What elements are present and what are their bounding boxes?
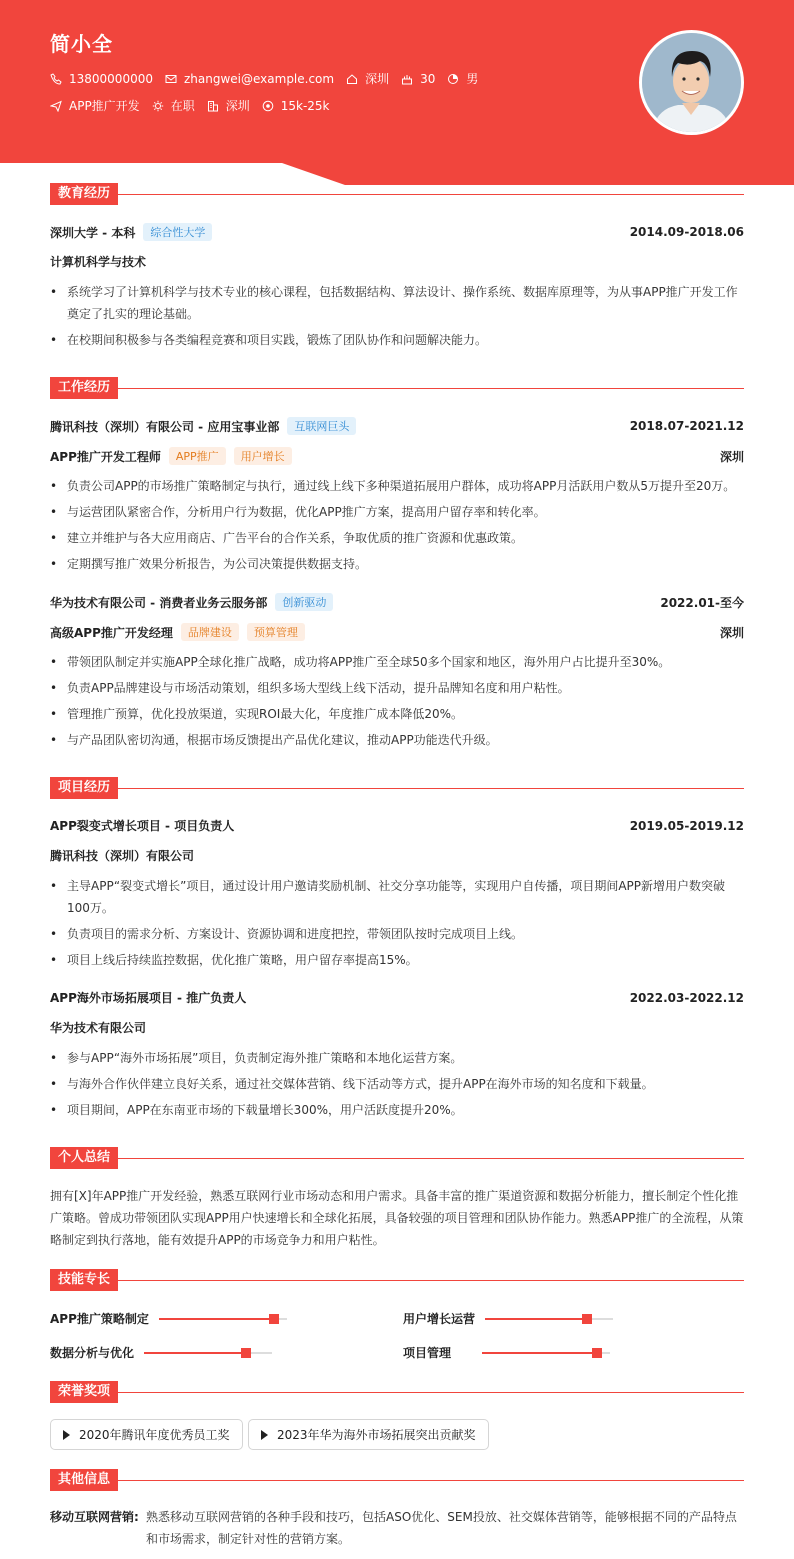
gender-icon <box>447 73 459 85</box>
job-target-item <box>50 97 140 114</box>
list-item: • 与海外合作伙伴建立良好关系，通过社交媒体营销、线下活动等方式，提升APP在海外市场的知名度和下载量。 <box>50 1073 744 1095</box>
avatar-photo <box>642 33 741 132</box>
status-item <box>152 97 195 114</box>
job-target-text: APP推广开发 <box>69 99 140 113</box>
list-item: • 主导APP“裂变式增长”项目，通过设计用户邀请奖励机制、社交分享功能等，实现用户自传播，项目期间APP新增用户数突破100万。 <box>50 875 744 919</box>
salary-text: 15k-25k <box>280 98 330 113</box>
company-name: 腾讯科技（深圳）有限公司 - 应用宝事业部 <box>50 419 280 434</box>
company-badge: 创新驱动 <box>275 593 333 611</box>
job-intent-row <box>50 97 342 114</box>
list-item: • 系统学习了计算机科学与技术专业的核心课程，包括数据结构、算法设计、操作系统、数据库原理等，为从事APP推广开发工作奠定了扎实的理论基础。 <box>50 281 744 325</box>
section-projects <box>50 777 744 799</box>
skill-name: APP推广策略制定 <box>50 1312 149 1326</box>
other-info-label: 移动互联网营销: <box>50 1510 139 1524</box>
building-icon <box>207 100 219 112</box>
gender-text: 男 <box>466 72 479 86</box>
section-divider <box>118 788 744 789</box>
list-item: • 建立并维护与各大应用商店、广告平台的合作关系，争取优质的推广资源和优惠政策。 <box>50 527 744 549</box>
section-title-awards: 荣誉奖项 <box>50 1381 118 1403</box>
skill-level-knob <box>269 1314 279 1324</box>
section-skills <box>50 1269 744 1291</box>
role-tag: 预算管理 <box>247 623 305 641</box>
section-title-education: 教育经历 <box>50 183 118 205</box>
section-other <box>50 1469 744 1491</box>
skill-item <box>403 1344 610 1361</box>
section-divider <box>118 1392 744 1393</box>
company-name: 华为技术有限公司 - 消费者业务云服务部 <box>50 595 268 610</box>
skill-level-bar <box>159 1318 287 1320</box>
list-item: • 负责项目的需求分析、方案设计、资源协调和进度把控，带领团队按时完成项目上线。 <box>50 923 744 945</box>
summary-text: 拥有[X]年APP推广开发经验，熟悉互联网行业市场动态和用户需求。具备丰富的推广渠道资源和数据分析能力，擅长制定个性化推广策略。曾成功带领团队实现APP用户快速增长和全球化拓展，具备较强的项目管理和团队协作能力。熟悉APP推广的全流程，从策略制定到执行落地，能有效提升APP的市场竞争力和用户粘性。 <box>50 1189 744 1247</box>
skill-item <box>50 1344 272 1361</box>
role-tag: 品牌建设 <box>181 623 239 641</box>
award-item <box>50 1419 243 1450</box>
list-item: • 项目上线后持续监控数据，优化推广策略，用户留存率提高15%。 <box>50 949 744 971</box>
email-text: zhangwei@example.com <box>183 71 335 86</box>
project-company-row <box>50 847 744 864</box>
list-item: • 负责APP品牌建设与市场活动策划，组织多场大型线上线下活动，提升品牌知名度和用户粘性。 <box>50 677 744 699</box>
cake-icon <box>401 73 413 85</box>
other-info-item <box>50 1506 744 1550</box>
project-name: APP裂变式增长项目 - 项目负责人 <box>50 819 235 833</box>
skill-level-bar <box>485 1318 613 1320</box>
avatar <box>639 30 744 135</box>
list-item: • 定期撰写推广效果分析报告，为公司决策提供数据支持。 <box>50 553 744 575</box>
section-title-other: 其他信息 <box>50 1469 118 1491</box>
home-icon <box>346 73 358 85</box>
education-header <box>50 223 744 241</box>
phone-item <box>50 72 153 86</box>
work-city-item <box>207 97 250 114</box>
email-item <box>165 72 334 86</box>
list-item: • 与运营团队紧密合作，分析用户行为数据，优化APP推广方案，提高用户留存率和转化率。 <box>50 501 744 523</box>
send-icon <box>50 100 62 112</box>
section-work <box>50 377 744 399</box>
age-item <box>401 72 435 86</box>
status-text: 在职 <box>170 99 195 113</box>
skill-item <box>50 1310 287 1327</box>
section-title-projects: 项目经历 <box>50 777 118 799</box>
section-summary <box>50 1147 744 1169</box>
skill-level-knob <box>241 1348 251 1358</box>
play-icon <box>261 1430 268 1440</box>
section-title-skills: 技能专长 <box>50 1269 118 1291</box>
candidate-name: 简小全 <box>50 32 113 56</box>
job-role: APP推广开发工程师 <box>50 449 161 464</box>
skill-level-fill <box>485 1318 587 1320</box>
section-title-summary: 个人总结 <box>50 1147 118 1169</box>
skill-name: 项目管理 <box>403 1346 452 1360</box>
job-date: 2022.01-至今 <box>660 595 744 610</box>
major-name: 计算机科学与技术 <box>50 255 147 269</box>
project-name: APP海外市场拓展项目 - 推广负责人 <box>50 991 247 1005</box>
contact-row <box>50 70 490 87</box>
section-divider <box>118 1280 744 1281</box>
mail-icon <box>165 73 177 85</box>
job-date: 2018.07-2021.12 <box>629 419 744 433</box>
section-divider <box>118 388 744 389</box>
skill-level-bar <box>144 1352 272 1354</box>
award-item <box>248 1419 489 1450</box>
skill-item <box>403 1310 613 1327</box>
salary-item <box>262 99 330 113</box>
skill-name: 数据分析与优化 <box>50 1346 135 1360</box>
project-header <box>50 817 744 834</box>
list-item: • 带领团队制定并实施APP全球化推广战略，成功将APP推广至全球50多个国家和地区，海外用户占比提升至30%。 <box>50 651 744 673</box>
job-header <box>50 417 744 435</box>
education-major-row <box>50 253 744 270</box>
section-divider <box>118 1158 744 1159</box>
job-role-row <box>50 623 744 641</box>
skill-level-knob <box>582 1314 592 1324</box>
job-city: 深圳 <box>719 625 744 640</box>
age-text: 30 <box>420 71 436 86</box>
skill-level-knob <box>592 1348 602 1358</box>
section-awards <box>50 1381 744 1403</box>
list-item: • 在校期间积极参与各类编程竞赛和项目实践，锻炼了团队协作和问题解决能力。 <box>50 329 744 351</box>
company-badge: 互联网巨头 <box>287 417 356 435</box>
section-divider <box>118 194 744 195</box>
work-city-text: 深圳 <box>225 99 250 113</box>
location-text: 深圳 <box>365 72 390 86</box>
project-company: 腾讯科技（深圳）有限公司 <box>50 849 195 863</box>
phone-icon <box>50 73 62 85</box>
section-divider <box>118 1480 744 1481</box>
project-date: 2019.05-2019.12 <box>629 818 744 833</box>
role-tag: APP推广 <box>169 447 226 465</box>
gender-item <box>447 70 478 87</box>
skill-name: 用户增长运营 <box>403 1312 476 1326</box>
job-city: 深圳 <box>719 449 744 464</box>
school-badge: 综合性大学 <box>143 223 212 241</box>
section-education <box>50 183 744 205</box>
job-header <box>50 593 744 611</box>
skill-level-bar <box>482 1352 610 1354</box>
skill-level-fill <box>159 1318 274 1320</box>
play-icon <box>63 1430 70 1440</box>
project-company-row <box>50 1019 744 1036</box>
phone-text: 13800000000 <box>69 71 153 86</box>
section-title-work: 工作经历 <box>50 377 118 399</box>
other-info-text: 熟悉移动互联网营销的各种手段和技巧，包括ASO优化、SEM投放、社交媒体营销等，能够根据不同的产品特点和市场需求，制定针对性的营销方案。 <box>146 1510 737 1546</box>
list-item: • 项目期间，APP在东南亚市场的下载量增长300%，用户活跃度提升20%。 <box>50 1099 744 1121</box>
skill-level-fill <box>144 1352 246 1354</box>
resume-header <box>0 0 794 185</box>
list-item: • 管理推广预算，优化投放渠道，实现ROI最大化，年度推广成本降低20%。 <box>50 703 744 725</box>
list-item: • 参与APP“海外市场拓展”项目，负责制定海外推广策略和本地化运营方案。 <box>50 1047 744 1069</box>
award-text: 2020年腾讯年度优秀员工奖 <box>79 1428 230 1442</box>
project-header <box>50 989 744 1006</box>
role-tag: 用户增长 <box>234 447 292 465</box>
award-text: 2023年华为海外市场拓展突出贡献奖 <box>277 1428 476 1442</box>
education-date: 2014.09-2018.06 <box>629 225 744 239</box>
school-name: 深圳大学 - 本科 <box>50 225 136 240</box>
coin-icon <box>262 100 274 112</box>
skill-level-fill <box>482 1352 597 1354</box>
job-role: 高级APP推广开发经理 <box>50 625 173 640</box>
job-role-row <box>50 447 744 465</box>
gear-icon <box>152 100 164 112</box>
project-date: 2022.03-2022.12 <box>629 990 744 1005</box>
list-item: • 与产品团队密切沟通，根据市场反馈提出产品优化建议，推动APP功能迭代升级。 <box>50 729 744 751</box>
list-item: • 负责公司APP的市场推广策略制定与执行，通过线上线下多种渠道拓展用户群体，成功将APP月活跃用户数从5万提升至20万。 <box>50 475 744 497</box>
location-item <box>346 70 389 87</box>
project-company: 华为技术有限公司 <box>50 1021 147 1035</box>
